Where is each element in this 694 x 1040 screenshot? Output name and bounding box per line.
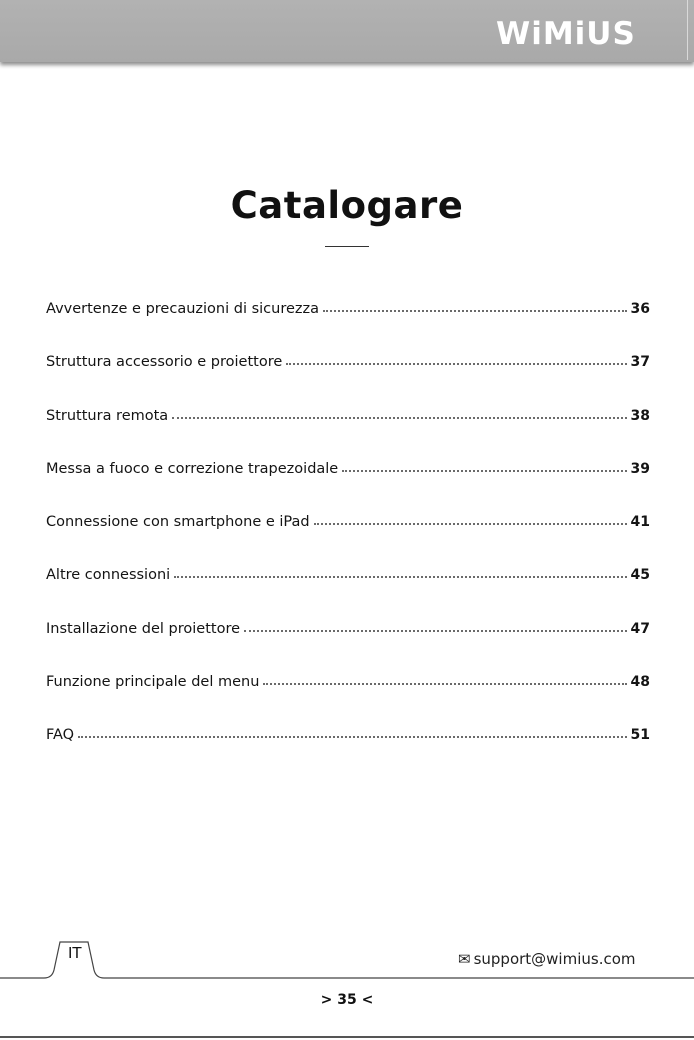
language-tab: IT [68, 944, 82, 962]
toc-entry-page: 38 [630, 407, 650, 424]
support-email-text: support@wimius.com [473, 950, 636, 968]
support-email[interactable] [458, 950, 636, 968]
toc-entry-page: 47 [630, 620, 650, 637]
toc-dot-leader [263, 669, 626, 685]
envelope-icon: ✉ [458, 950, 471, 968]
toc-entry-label: Installazione del proiettore [46, 620, 241, 637]
toc-entry-label: FAQ [46, 727, 75, 744]
toc-entry-label: Connessione con smartphone e iPad [46, 514, 310, 531]
toc-entry-label: Funzione principale del menu [46, 674, 260, 691]
toc-entry[interactable] [46, 349, 650, 402]
toc-entry[interactable] [46, 562, 650, 615]
toc-entry-label: Altre connessioni [46, 567, 171, 584]
toc-entry[interactable] [46, 616, 650, 669]
bottom-rule [0, 1036, 694, 1038]
toc-entry-page: 51 [630, 727, 650, 744]
toc-dot-leader [174, 562, 626, 578]
title-underline [325, 246, 369, 247]
toc-dot-leader [314, 509, 627, 525]
toc-entry-page: 48 [630, 674, 650, 691]
toc-entry[interactable] [46, 403, 650, 456]
toc-entry-page: 41 [630, 514, 650, 531]
toc-dot-leader [286, 349, 626, 365]
toc-dot-leader [172, 403, 626, 419]
toc-entry-label: Avvertenze e precauzioni di sicurezza [46, 301, 319, 317]
toc-entry-page: 36 [630, 301, 650, 317]
toc-entry[interactable] [46, 722, 650, 775]
toc-entry[interactable] [46, 509, 650, 562]
toc-entry-page: 39 [630, 460, 650, 477]
toc-entry[interactable] [46, 669, 650, 722]
toc-entry-label: Struttura remota [46, 407, 169, 424]
toc-entry-page: 37 [630, 354, 650, 371]
toc-entry-label: Struttura accessorio e proiettore [46, 354, 283, 371]
toc-dot-leader [323, 296, 627, 312]
brand-logo: WiMiUS [496, 16, 636, 52]
toc-dot-leader [244, 616, 627, 632]
table-of-contents [46, 296, 650, 776]
page-number: > 35 < [320, 992, 374, 1008]
header-edge-line [687, 0, 688, 60]
toc-entry[interactable] [46, 456, 650, 509]
toc-dot-leader [342, 456, 626, 472]
page-title: Catalogare [230, 184, 464, 227]
toc-dot-leader [78, 722, 626, 738]
toc-entry-label: Messa a fuoco e correzione trapezoidale [46, 460, 339, 477]
header-bar [0, 0, 694, 62]
toc-entry[interactable] [46, 296, 650, 349]
toc-entry-page: 45 [630, 567, 650, 584]
